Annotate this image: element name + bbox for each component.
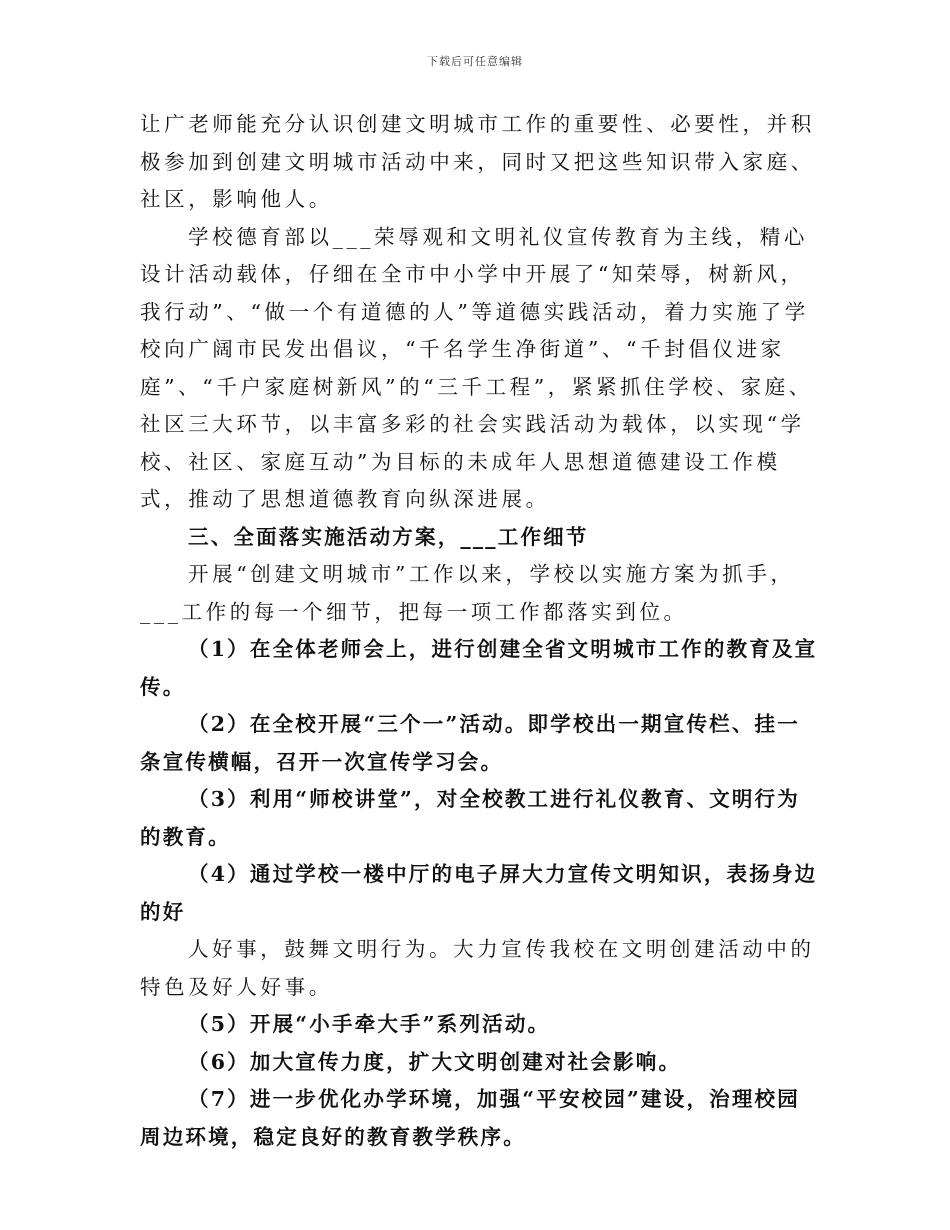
paragraph-list-item-4-continuation: 人好事，鼓舞文明行为。大力宣传我校在文明创建活动中的特色及好人好事。 — [140, 937, 815, 999]
list-item-3: （3）利用“师校讲堂”，对全校教工进行礼仪教育、文明行为的教育。 — [140, 787, 800, 849]
list-item-7: （7）进一步优化办学环境，加强“平安校园”建设，治理校园周边环境，稳定良好的教育教学秩序。 — [140, 1087, 800, 1149]
list-item-2: （2）在全校开展“三个一”活动。即学校出一期宣传栏、挂一条宣传横幅，召开一次宣传学习会。 — [140, 712, 800, 774]
section-heading-3: 三、全面落实施活动方案，___工作细节 — [188, 524, 589, 549]
list-item-6: （6）加大宣传力度，扩大文明创建对社会影响。 — [188, 1049, 682, 1074]
list-item-5: （5）开展“小手牵大手”系列活动。 — [188, 1012, 551, 1036]
paragraph-section-3-intro: 开展“创建文明城市”工作以来，学校以实施方案为抓手，___工作的每一个细节，把每一项工作都落实到位。 — [140, 562, 795, 624]
page-header: 下载后可任意编辑 — [427, 55, 523, 68]
paragraph-moral-education: 学校德育部以___荣辱观和文明礼仪宣传教育为主线，精心设计活动载体，仔细在全市中小学中开展了“知荣辱，树新风，我行动”、“做一个有道德的人”等道德实践活动，着力实施了学校向广阔市民发出倡议，“千名学生净街道”、“千封倡仪进家庭”、“千户家庭树新风”的“三千工程”，紧紧抓住学校、家庭、社区三大环节，以丰富多彩的社会实践活动为载体，以实现“学校、社区、家庭互动”为目标的未成年人思想道德建设工作模式，推动了思想道德教育向纵深进展。 — [140, 224, 813, 511]
document-body — [140, 106, 820, 1156]
paragraph-intro-continuation: 让广老师能充分认识创建文明城市工作的重要性、必要性，并积极参加到创建文明城市活动中来，同时又把这些知识带入家庭、社区，影响他人。 — [140, 112, 815, 211]
list-item-1: （1）在全体老师会上，进行创建全省文明城市工作的教育及宣传。 — [140, 637, 818, 699]
list-item-4: （4）通过学校一楼中厅的电子屏大力宣传文明知识，表扬身边的好 — [140, 862, 818, 924]
